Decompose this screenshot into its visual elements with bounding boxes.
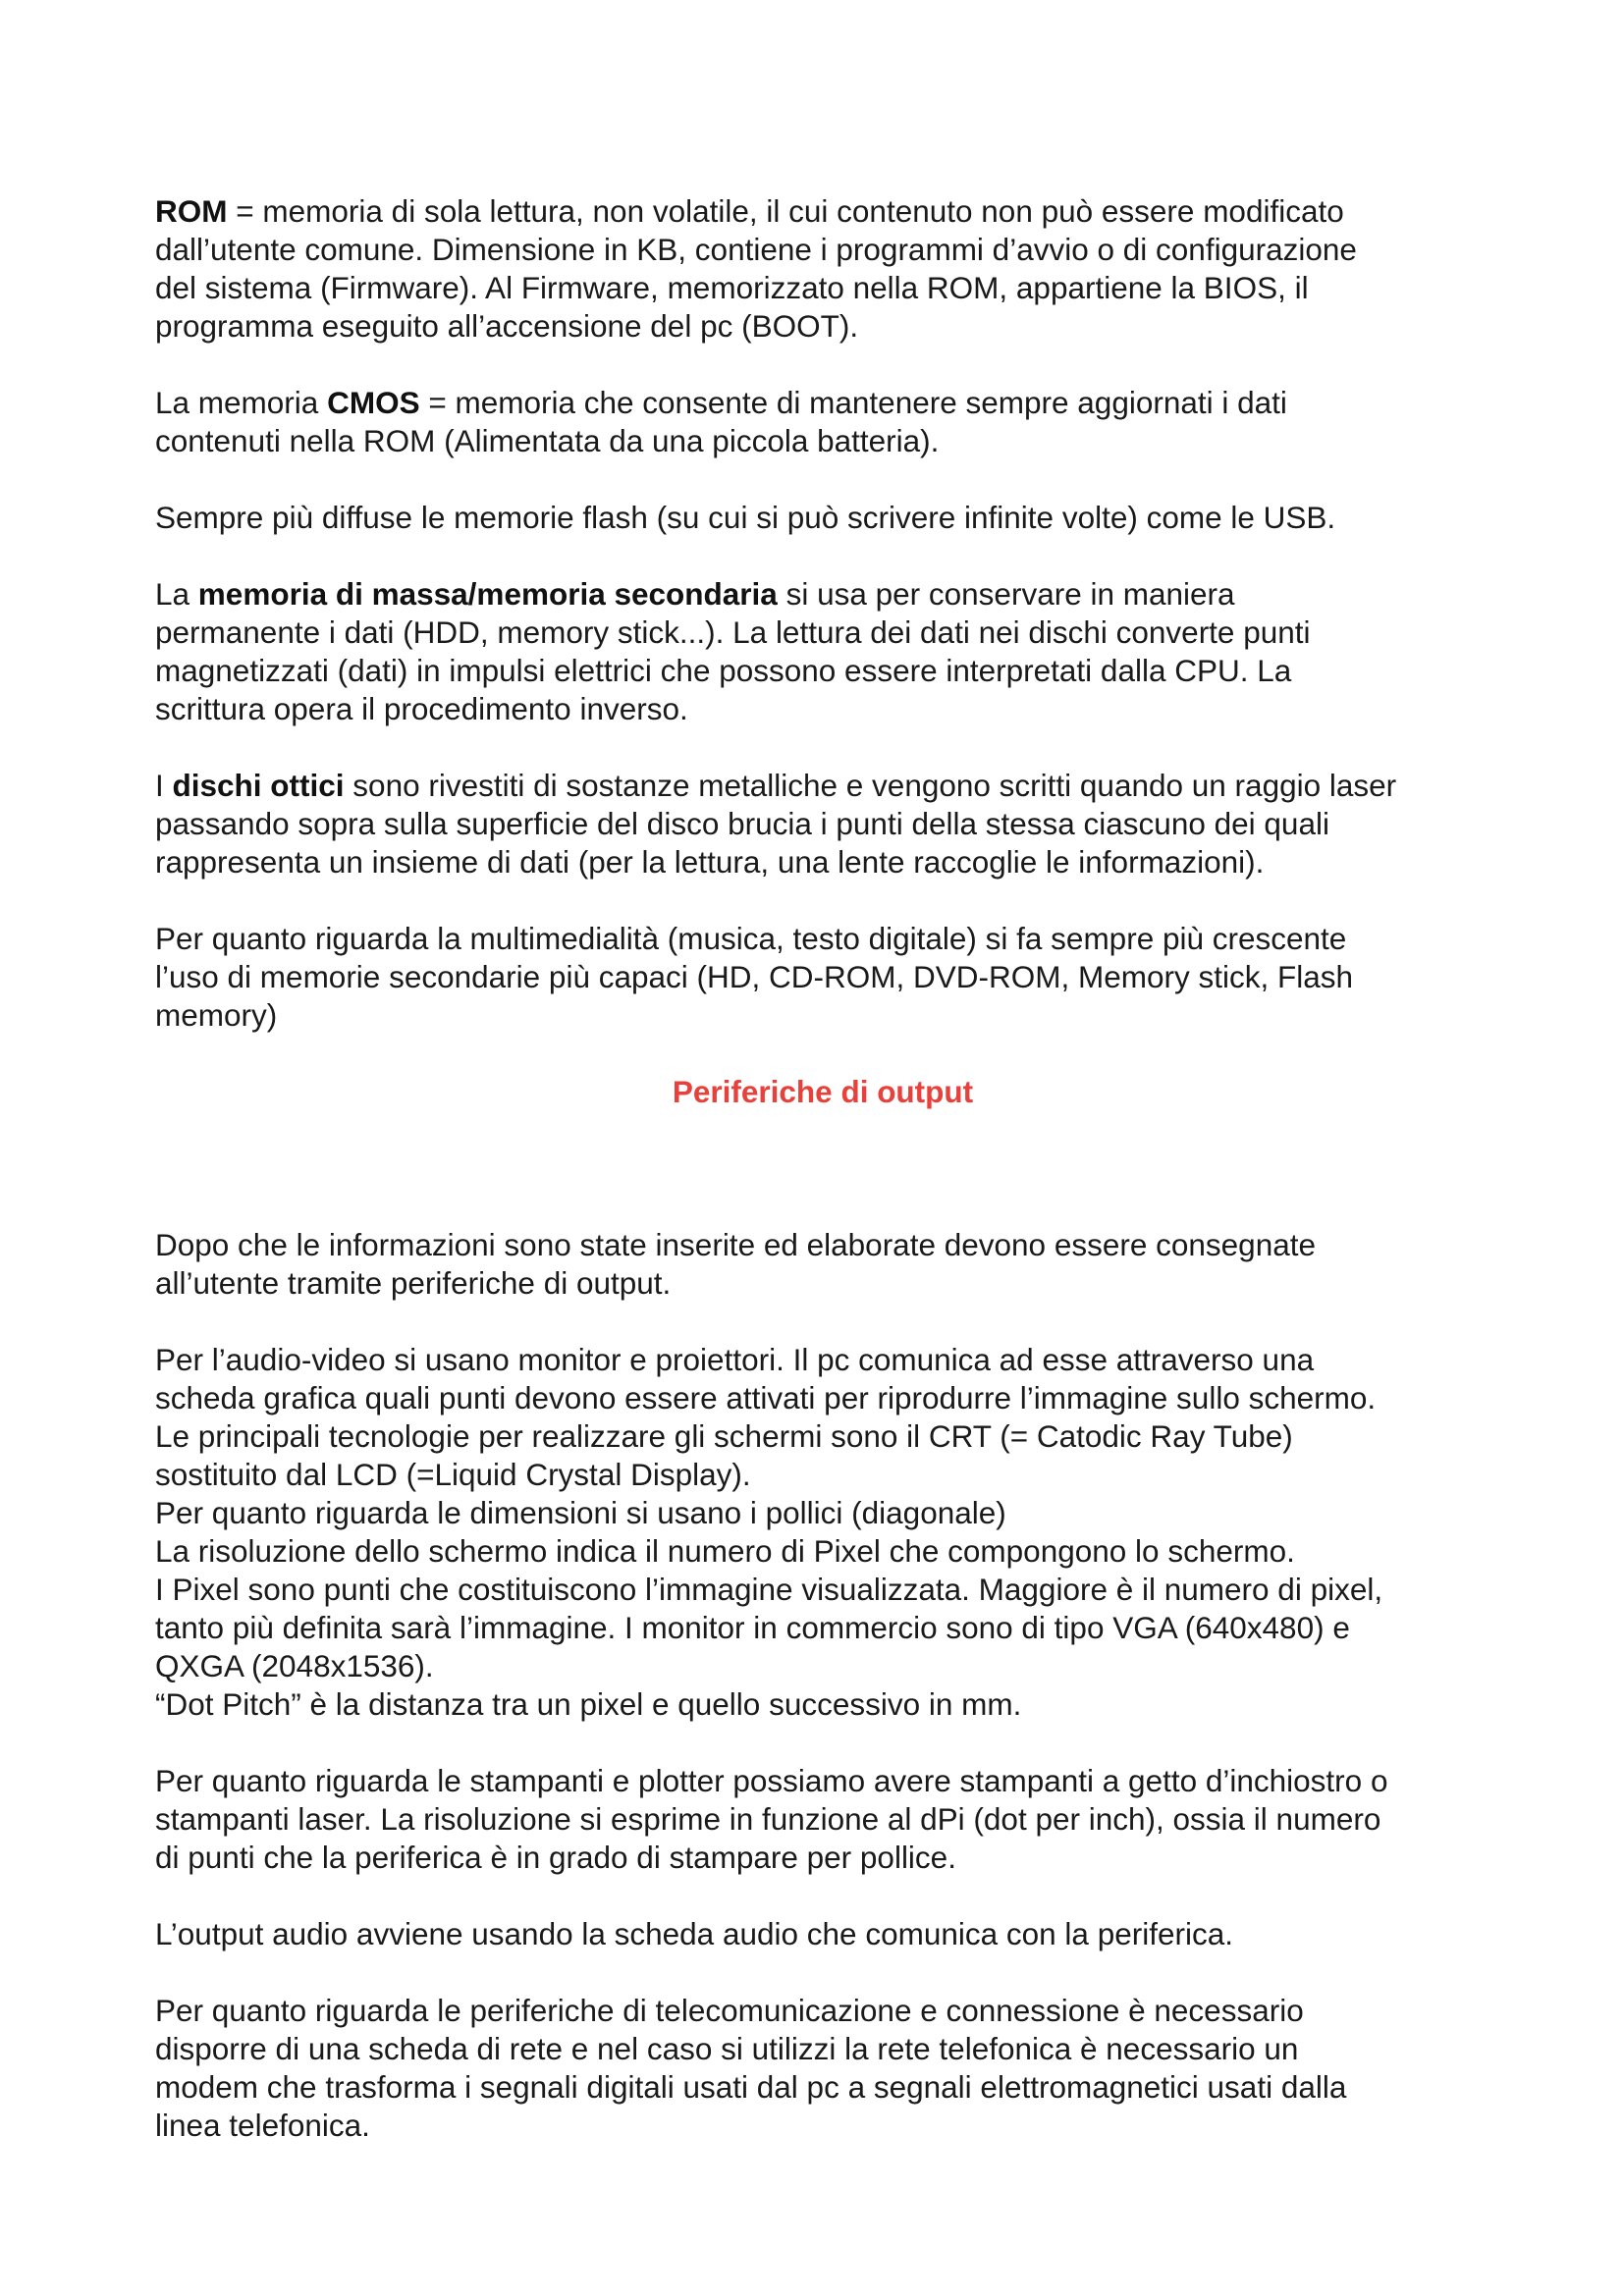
term-memoria-massa: memoria di massa/memoria secondaria: [197, 576, 778, 612]
text-line: Per l’audio-video si usano monitor e proiettori. Il pc comunica ad esse attraverso una: [155, 1342, 1315, 1377]
document-body: [155, 192, 1490, 2145]
text-line: Per quanto riguarda le stampanti e plotter possiamo avere stampanti a getto d’inchiostro o: [155, 1763, 1388, 1798]
text-line: I Pixel sono punti che costituiscono l’immagine visualizzata. Maggiore è il numero di pixel,: [155, 1572, 1383, 1607]
term-rom: ROM: [155, 193, 228, 229]
text-line: tanto più definita sarà l’immagine. I monitor in commercio sono di tipo VGA (640x480) e: [155, 1610, 1350, 1645]
text-line: Per quanto riguarda le dimensioni si usano i pollici (diagonale): [155, 1495, 1006, 1530]
text-line: Dopo che le informazioni sono state inserite ed elaborate devono essere consegnate: [155, 1227, 1317, 1262]
text-line: “Dot Pitch” è la distanza tra un pixel e quello successivo in mm.: [155, 1686, 1022, 1722]
text-line: Le principali tecnologie per realizzare gli schermi sono il CRT (= Catodic Ray Tube): [155, 1418, 1293, 1454]
text-line: QXGA (2048x1536).: [155, 1648, 434, 1683]
section-heading: Periferiche di output: [672, 1074, 974, 1109]
paragraph-rom: [155, 192, 1490, 346]
text-line: linea telefonica.: [155, 2108, 370, 2143]
text-line: La memoria CMOS = memoria che consente di mantenere sempre aggiornati i dati: [155, 385, 1287, 420]
text-line: ROM = memoria di sola lettura, non volatile, il cui contenuto non può essere modificato: [155, 193, 1344, 229]
text-line: disporre di una scheda di rete e nel caso si utilizzi la rete telefonica è necessario un: [155, 2031, 1299, 2066]
text-line: L’output audio avviene usando la scheda audio che comunica con la periferica.: [155, 1916, 1233, 1951]
paragraph-flash: [155, 499, 1490, 537]
term-cmos: CMOS: [327, 385, 420, 420]
paragraph-memoria-massa: [155, 575, 1490, 728]
text-line: l’uso di memorie secondarie più capaci (HD, CD-ROM, DVD-ROM, Memory stick, Flash: [155, 959, 1354, 994]
text-line: memory): [155, 997, 278, 1033]
text-line: I dischi ottici sono rivestiti di sostanze metalliche e vengono scritti quando un raggio laser: [155, 768, 1397, 803]
text-line: modem che trasforma i segnali digitali usati dal pc a segnali elettromagnetici usati dalla: [155, 2069, 1347, 2105]
text-line: Per quanto riguarda la multimedialità (musica, testo digitale) si fa sempre più crescente: [155, 921, 1347, 956]
text-line: Per quanto riguarda le periferiche di telecomunicazione e connessione è necessario: [155, 1993, 1304, 2028]
text-line: permanente i dati (HDD, memory stick...). La lettura dei dati nei dischi converte punti: [155, 614, 1311, 650]
paragraph-telecomunicazione: [155, 1992, 1490, 2145]
paragraph-multimedialita: [155, 920, 1490, 1035]
paragraph-output-audio: [155, 1915, 1490, 1953]
paragraph-cmos: [155, 384, 1490, 460]
paragraph-output: [155, 1226, 1490, 1303]
paragraph-stampanti: [155, 1762, 1490, 1877]
text-line: del sistema (Firmware). Al Firmware, memorizzato nella ROM, appartiene la BIOS, il: [155, 270, 1309, 305]
text-line: rappresenta un insieme di dati (per la lettura, una lente raccoglie le informazioni).: [155, 844, 1265, 880]
text-line: contenuti nella ROM (Alimentata da una piccola batteria).: [155, 423, 940, 458]
text-line: programma eseguito all’accensione del pc (BOOT).: [155, 308, 859, 344]
text-line: La memoria di massa/memoria secondaria si usa per conservare in maniera: [155, 576, 1235, 612]
text-line: Sempre più diffuse le memorie flash (su cui si può scrivere infinite volte) come le USB.: [155, 500, 1336, 535]
term-dischi-ottici: dischi ottici: [172, 768, 345, 803]
text-line: di punti che la periferica è in grado di stampare per pollice.: [155, 1840, 956, 1875]
text-line: sostituito dal LCD (=Liquid Crystal Display).: [155, 1457, 751, 1492]
text-line: passando sopra sulla superficie del disco brucia i punti della stessa ciascuno dei quali: [155, 806, 1329, 841]
text-line: scheda grafica quali punti devono essere attivati per riprodurre l’immagine sullo schermo.: [155, 1380, 1377, 1415]
text-line: dall’utente comune. Dimensione in KB, contiene i programmi d’avvio o di configurazione: [155, 232, 1357, 267]
paragraph-dischi-ottici: [155, 767, 1490, 881]
paragraph-audio-video: [155, 1341, 1490, 1724]
text-line: scrittura opera il procedimento inverso.: [155, 691, 688, 726]
text-line: stampanti laser. La risoluzione si esprime in funzione al dPi (dot per inch), ossia il numero: [155, 1801, 1381, 1837]
text-line: magnetizzati (dati) in impulsi elettrici che possono essere interpretati dalla CPU. La: [155, 653, 1292, 688]
text-line: La risoluzione dello schermo indica il numero di Pixel che compongono lo schermo.: [155, 1533, 1295, 1569]
text-line: all’utente tramite periferiche di output.: [155, 1265, 672, 1301]
